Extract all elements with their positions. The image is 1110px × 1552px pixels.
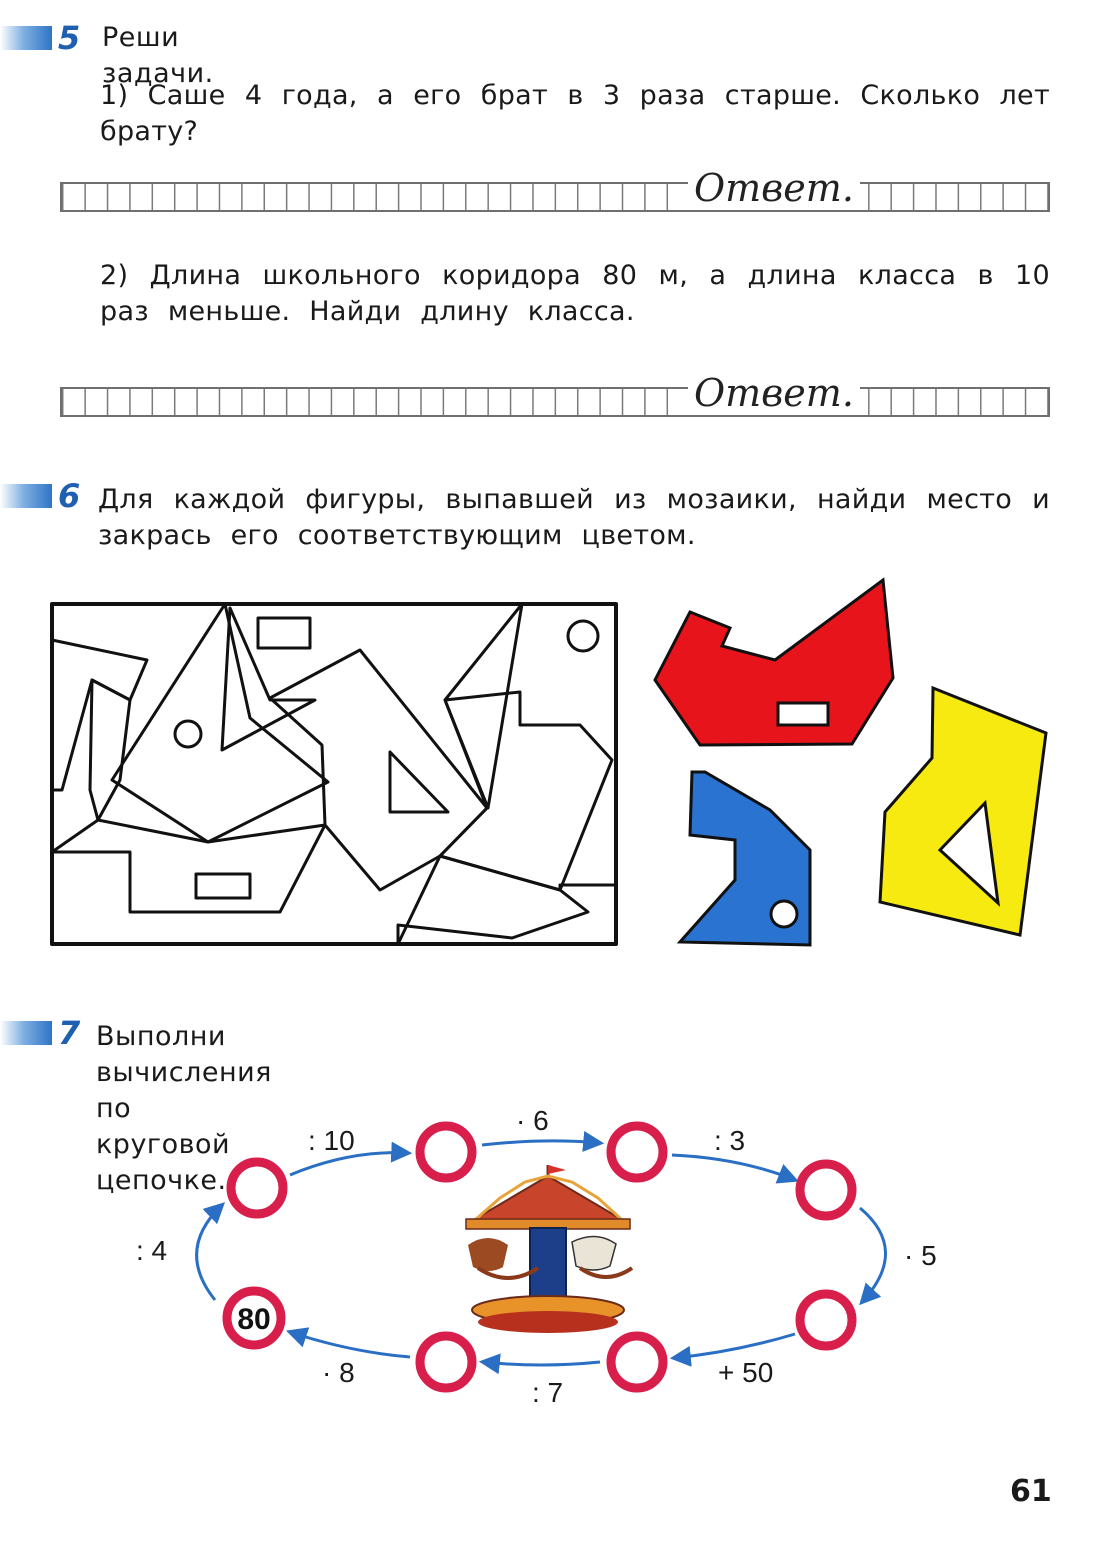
op-bottom-mid: : 7: [532, 1377, 564, 1408]
mosaic-hole-rect[interactable]: [196, 874, 250, 898]
mosaic-hole-rect[interactable]: [258, 618, 310, 648]
arrow-bottom-mid: [483, 1362, 600, 1365]
arrow-top-mid: [482, 1141, 600, 1145]
arrow-bottom-left: [290, 1332, 410, 1357]
answer-label: Ответ.: [688, 166, 860, 210]
answer-row-2[interactable]: [60, 371, 1050, 417]
mosaic-frame: [52, 604, 616, 944]
task-marker: [0, 1021, 52, 1045]
carousel-illustration: [466, 1165, 632, 1333]
mosaic-line: [560, 885, 616, 890]
mosaic-picture: [0, 570, 1110, 960]
task-marker: [0, 484, 52, 508]
mosaic-piece[interactable]: [52, 640, 147, 790]
op-top-mid: · 6: [516, 1105, 549, 1136]
op-right-down: · 5: [904, 1240, 937, 1271]
blue-piece[interactable]: [680, 772, 810, 945]
arrow-bottom-right: [674, 1334, 795, 1358]
mosaic-hole-circle[interactable]: [568, 621, 598, 651]
mosaic-piece[interactable]: [398, 856, 588, 944]
page-number: 61: [1010, 1474, 1052, 1509]
task-number: 5: [58, 19, 81, 57]
chain-ring[interactable]: [420, 1336, 472, 1388]
chain-ring[interactable]: [231, 1162, 283, 1214]
start-value: 80: [237, 1303, 271, 1336]
task-title: Выполни вычисления по круговой цепочке.: [96, 1021, 272, 1196]
op-left-up: : 4: [136, 1235, 168, 1266]
chain-ring[interactable]: [611, 1126, 663, 1178]
arrow-top-left: [290, 1153, 408, 1175]
op-bottom-left: · 8: [322, 1357, 355, 1388]
yellow-piece[interactable]: [880, 688, 1046, 935]
mosaic-piece[interactable]: [445, 604, 522, 808]
task-number: 6: [58, 477, 81, 515]
mosaic-piece[interactable]: [390, 752, 448, 812]
chain-ring[interactable]: [800, 1294, 852, 1346]
mosaic-piece[interactable]: [222, 608, 315, 750]
mosaic-piece[interactable]: [90, 680, 130, 820]
chain-ring[interactable]: [611, 1336, 663, 1388]
task-6-title: Для каждой фигуры, выпавшей из мозаики, найди место и закрась его соответствующим цветом.: [98, 484, 1050, 551]
mosaic-hole-circle[interactable]: [175, 721, 201, 747]
task-marker: [0, 26, 52, 50]
op-top-left: : 10: [308, 1125, 355, 1156]
arrow-right-down: [860, 1208, 886, 1302]
calculation-chain: [0, 1090, 1110, 1430]
mosaic-piece[interactable]: [440, 692, 612, 890]
chain-ring[interactable]: [420, 1126, 472, 1178]
answer-label: Ответ.: [688, 371, 860, 415]
task-title: Реши задачи.: [102, 22, 214, 89]
chain-ring[interactable]: [800, 1164, 852, 1216]
mosaic-piece[interactable]: [52, 820, 325, 912]
arrow-top-right: [672, 1155, 795, 1180]
answer-row-1[interactable]: [60, 166, 1050, 212]
red-piece[interactable]: [655, 580, 893, 745]
problem-1-text: 1) Саше 4 года, а его брат в 3 раза старше. Сколько лет брату?: [100, 80, 1050, 147]
op-bottom-right: + 50: [718, 1357, 774, 1388]
task-number: 7: [58, 1014, 81, 1052]
arrow-left-up: [197, 1205, 222, 1300]
op-top-right: : 3: [714, 1125, 746, 1156]
problem-2-text: 2) Длина школьного коридора 80 м, а длина класса в 10 раз меньше. Найди длину класса.: [100, 260, 1050, 327]
